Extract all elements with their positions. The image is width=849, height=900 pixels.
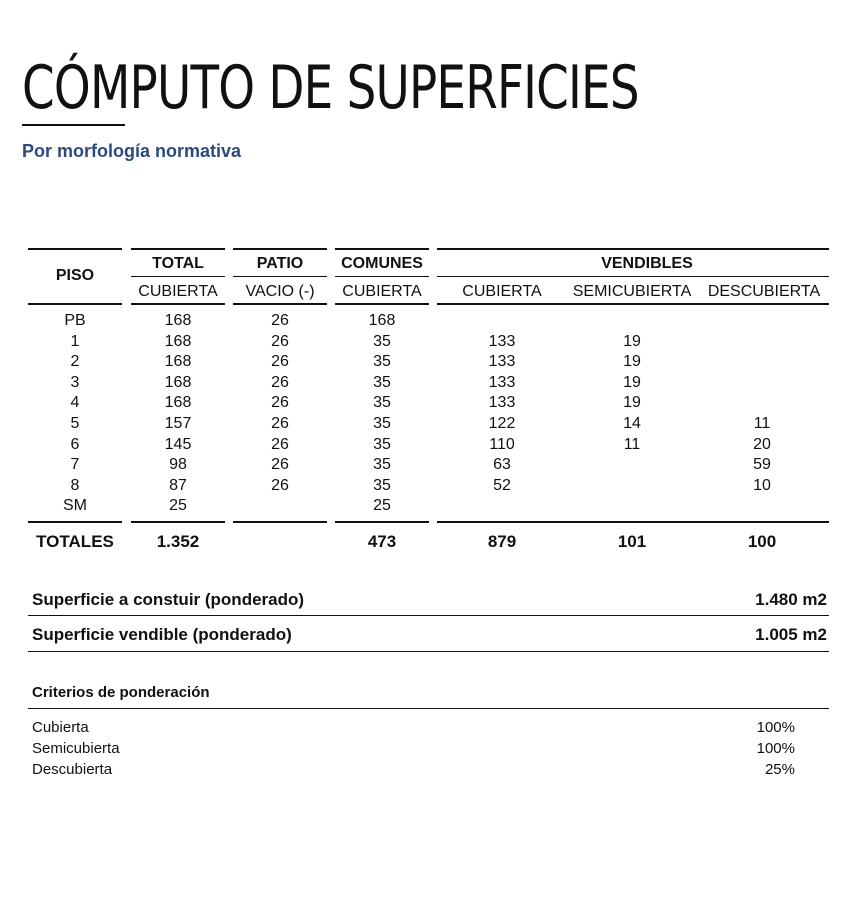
cell-cubierta: 63: [493, 456, 511, 474]
totals-rule-total: [131, 521, 225, 523]
cell-piso: 6: [70, 435, 80, 453]
header-rule-total: [131, 248, 225, 250]
page-subtitle: Por morfología normativa: [22, 141, 242, 161]
header-midrule-total: [131, 276, 225, 277]
totals-semicubierta: 101: [617, 532, 647, 551]
title-underline: [22, 124, 125, 126]
cell-comunes: 35: [373, 435, 391, 453]
cell-cubierta: 133: [488, 332, 516, 350]
cell-patio: 26: [271, 332, 289, 350]
cell-cubierta: 52: [493, 476, 511, 494]
cell-total: 168: [164, 394, 192, 412]
page-title: CÓMPUTO DE SUPERFICIES: [22, 53, 639, 123]
cell-patio: 26: [271, 353, 289, 371]
cell-cubierta: 133: [488, 353, 516, 371]
summary-label-construir: Superficie a constuir (ponderado): [32, 590, 305, 609]
cell-total: 145: [164, 435, 192, 453]
cell-semicubierta: 19: [623, 394, 641, 412]
cell-comunes: 35: [373, 476, 391, 494]
summary-value-construir: 1.480 m2: [755, 590, 827, 609]
header-comunes: COMUNES: [341, 255, 423, 272]
cell-patio: 26: [271, 476, 289, 494]
criteria-label-cubierta: Cubierta: [32, 719, 89, 736]
header-bottomrule-piso: [28, 303, 122, 305]
header-vendibles: VENDIBLES: [601, 255, 693, 272]
totals-descubierta: 100: [747, 532, 777, 551]
cell-comunes: 35: [373, 456, 391, 474]
cell-semicubierta: 11: [623, 435, 641, 453]
header-bottomrule-total: [131, 303, 225, 305]
summary-divider: [28, 615, 829, 616]
cell-comunes: 35: [373, 353, 391, 371]
cell-comunes: 35: [373, 332, 391, 350]
cell-semicubierta: 14: [623, 415, 641, 432]
totals-cubierta: 879: [487, 532, 517, 551]
totals-total: 1.352: [156, 532, 200, 551]
cell-semicubierta: 19: [623, 332, 641, 350]
summary-label-vendible: Superficie vendible (ponderado): [32, 625, 292, 644]
cell-patio: 26: [271, 394, 289, 412]
cell-total: 168: [164, 332, 192, 350]
totals-comunes: 473: [367, 532, 397, 551]
cell-piso: 2: [70, 353, 80, 371]
cell-descubierta: 59: [753, 456, 771, 474]
criteria-title: Criterios de ponderación: [32, 684, 210, 701]
cell-comunes: 35: [373, 394, 391, 412]
header-bottomrule-patio: [233, 303, 327, 305]
criteria-value-descubierta: 25%: [764, 761, 795, 778]
cell-piso: 8: [70, 476, 80, 494]
cell-total: 157: [164, 415, 192, 432]
cell-piso: PB: [64, 312, 86, 329]
cell-patio: 26: [271, 435, 289, 453]
cell-total: 98: [169, 456, 187, 474]
header-midrule-vendibles: [437, 276, 829, 277]
header-total: TOTAL: [152, 255, 204, 272]
cell-semicubierta: 19: [623, 373, 641, 391]
header-midrule-comunes: [335, 276, 429, 277]
cell-descubierta: 10: [753, 476, 771, 494]
header-rule-comunes: [335, 248, 429, 250]
cell-semicubierta: 19: [623, 353, 641, 371]
header-piso: PISO: [55, 267, 95, 284]
header-patio: PATIO: [256, 255, 304, 272]
cell-piso: 3: [70, 373, 80, 391]
cell-total: 168: [164, 353, 192, 371]
header-vendibles-cubierta: CUBIERTA: [462, 283, 542, 300]
header-patio-sub: VACIO (-): [245, 283, 315, 300]
cell-total: 168: [164, 373, 192, 391]
criteria-value-semicubierta: 100%: [756, 740, 795, 757]
summary-bottom-rule: [28, 651, 829, 652]
cell-cubierta: 133: [488, 394, 516, 412]
summary-value-vendible: 1.005 m2: [755, 625, 827, 644]
cell-patio: 26: [271, 456, 289, 474]
cell-cubierta: 133: [488, 373, 516, 391]
header-total-sub: CUBIERTA: [138, 283, 218, 300]
header-vendibles-semicubierta: SEMICUBIERTA: [572, 283, 692, 300]
header-comunes-sub: CUBIERTA: [342, 283, 422, 300]
cell-patio: 26: [271, 373, 289, 391]
cell-comunes: 35: [373, 415, 391, 432]
cell-patio: 26: [271, 312, 289, 329]
header-midrule-patio: [233, 276, 327, 277]
totals-rule-vendibles: [437, 521, 829, 523]
totals-label: TOTALES: [36, 532, 114, 551]
cell-piso: 4: [70, 394, 80, 412]
cell-total: 25: [169, 497, 187, 515]
cell-total: 87: [169, 476, 187, 494]
cell-piso: 5: [70, 415, 80, 432]
cell-total: 168: [164, 312, 192, 329]
header-bottomrule-comunes: [335, 303, 429, 305]
header-bottomrule-vendibles: [437, 303, 829, 305]
cell-descubierta: 11: [753, 415, 771, 432]
totals-rule-patio: [233, 521, 327, 523]
cell-comunes: 35: [373, 373, 391, 391]
cell-cubierta: 122: [488, 415, 516, 432]
header-rule-vendibles: [437, 248, 829, 250]
cell-patio: 26: [271, 415, 289, 432]
cell-piso: 1: [70, 332, 80, 350]
cell-piso: SM: [63, 497, 87, 515]
header-rule-piso: [28, 248, 122, 250]
cell-cubierta: 110: [489, 435, 515, 453]
header-rule-patio: [233, 248, 327, 250]
cell-piso: 7: [70, 456, 80, 474]
totals-rule-piso: [28, 521, 122, 523]
totals-rule-comunes: [335, 521, 429, 523]
cell-descubierta: 20: [753, 435, 771, 453]
criteria-value-cubierta: 100%: [756, 719, 795, 736]
criteria-label-descubierta: Descubierta: [32, 761, 113, 778]
criteria-label-semicubierta: Semicubierta: [32, 740, 120, 757]
criteria-rule: [28, 708, 829, 709]
cell-comunes: 168: [368, 312, 396, 329]
cell-comunes: 25: [373, 497, 391, 515]
header-vendibles-descubierta: DESCUBIERTA: [707, 283, 821, 300]
